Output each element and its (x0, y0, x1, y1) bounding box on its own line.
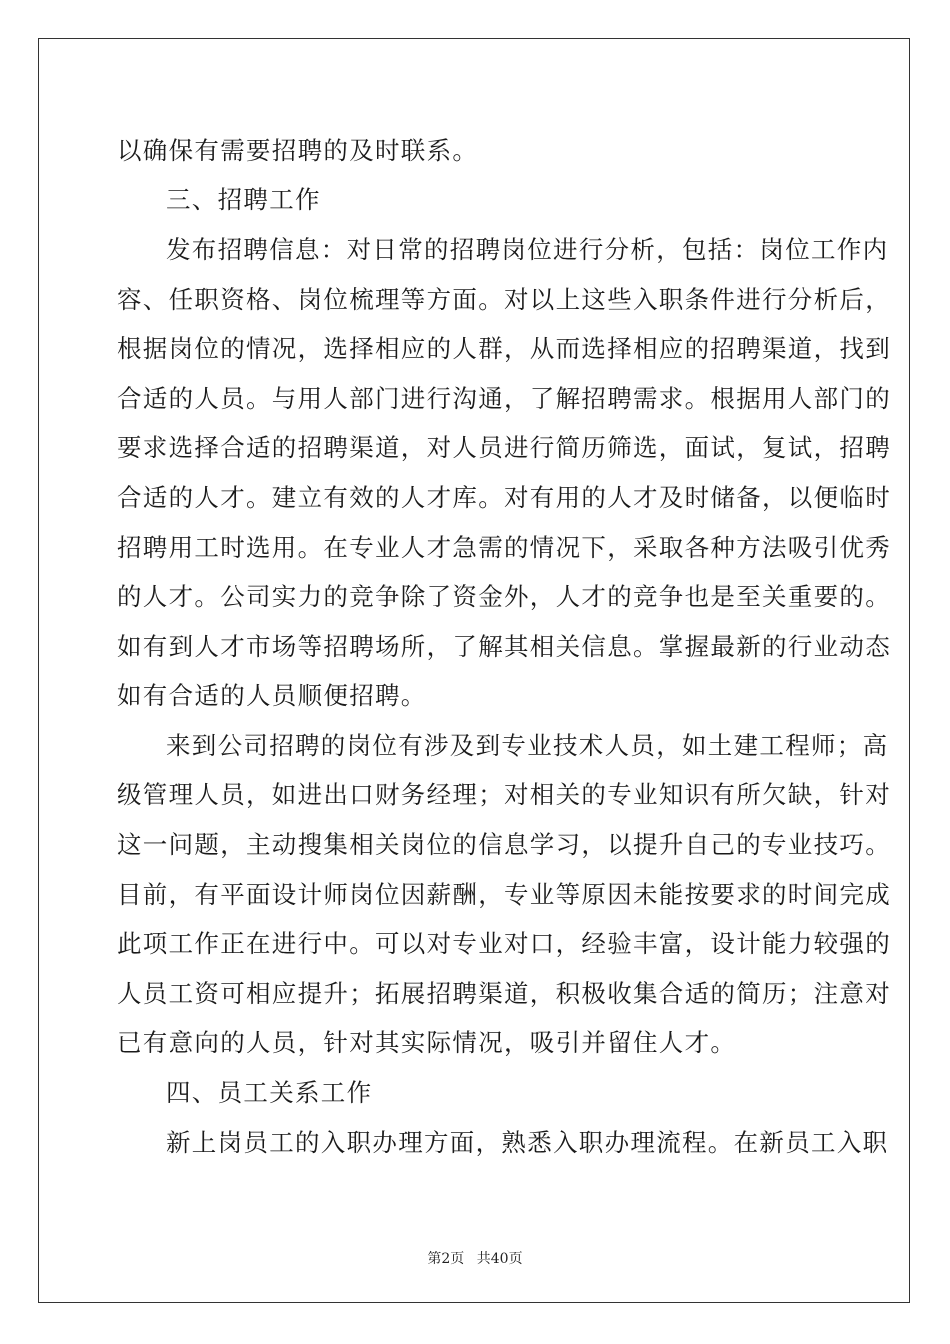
text-line: 根据岗位的情况，选择相应的人群，从而选择相应的招聘渠道，找到 (117, 334, 891, 363)
total-pages: 共40页 (476, 1251, 523, 1267)
section-heading: 三、招聘工作 (166, 185, 321, 214)
text-line: 来到公司招聘的岗位有涉及到专业技术人员，如土建工程师；高 (166, 731, 889, 760)
page-number: 第2页 (427, 1251, 465, 1267)
text-line: 人员工资可相应提升；拓展招聘渠道，积极收集合适的简历；注意对 (117, 979, 891, 1008)
text-line: 这一问题，主动搜集相关岗位的信息学习，以提升自己的专业技巧。 (117, 830, 891, 859)
text-line: 发布招聘信息：对日常的招聘岗位进行分析，包括：岗位工作内 (166, 235, 889, 264)
text-line: 以确保有需要招聘的及时联系。 (117, 136, 479, 165)
text-line: 容、任职资格、岗位梳理等方面。对以上这些入职条件进行分析后， (117, 285, 891, 314)
text-line: 级管理人员，如进出口财务经理；对相关的专业知识有所欠缺，针对 (117, 780, 891, 809)
text-line: 新上岗员工的入职办理方面，熟悉入职办理流程。在新员工入职 (166, 1128, 889, 1157)
text-line: 的人才。公司实力的竞争除了资金外，人才的竞争也是至关重要的。 (117, 582, 891, 611)
page-border (38, 38, 910, 1303)
text-line: 已有意向的人员，针对其实际情况，吸引并留住人才。 (117, 1028, 737, 1057)
text-line: 目前，有平面设计师岗位因薪酬，专业等原因未能按要求的时间完成 (117, 880, 891, 909)
text-line: 如有到人才市场等招聘场所，了解其相关信息。掌握最新的行业动态 (117, 632, 891, 661)
text-line: 合适的人员。与用人部门进行沟通，了解招聘需求。根据用人部门的 (117, 384, 891, 413)
section-heading: 四、员工关系工作 (166, 1078, 373, 1107)
text-line: 合适的人才。建立有效的人才库。对有用的人才及时储备，以便临时 (117, 483, 891, 512)
text-line: 如有合适的人员顺便招聘。 (117, 681, 427, 710)
page-footer (0, 1248, 950, 1268)
text-line: 招聘用工时选用。在专业人才急需的情况下，采取各种方法吸引优秀 (117, 533, 891, 562)
text-line: 此项工作正在进行中。可以对专业对口，经验丰富，设计能力较强的 (117, 929, 891, 958)
text-line: 要求选择合适的招聘渠道，对人员进行简历筛选，面试，复试，招聘 (117, 433, 891, 462)
